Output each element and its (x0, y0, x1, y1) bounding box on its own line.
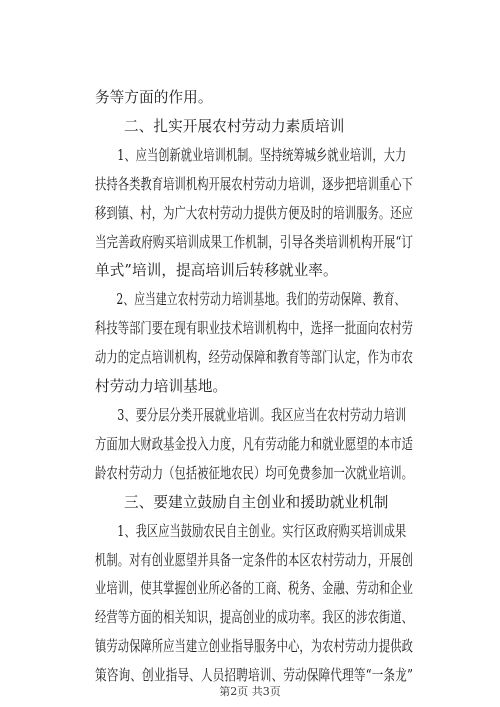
body-text (95, 84, 413, 691)
document-body (95, 84, 413, 691)
text-line: 单式”培训，提高培训后转移就业率。 (95, 262, 338, 280)
text-line: 务等方面的作用。 (95, 89, 213, 106)
text-line: 方面加大财政基金投入力度，凡有劳动能力和就业愿望的本市适 (95, 435, 413, 453)
page-number-footer: 第2页 共3页 (219, 685, 281, 698)
text-line: 机制。对有创业愿望并具备一定条件的本区农村劳动力，开展创 (95, 551, 413, 569)
text-line: 镇劳动保障所应当建立创业指导服务中心，为农村劳动力提供政 (95, 638, 413, 656)
text-line: 经营等方面的相关知识，提高创业的成功率。我区的涉农街道、 (95, 609, 413, 627)
section-heading: 三、要建立鼓励自主创业和援助就业机制 (124, 493, 389, 511)
text-line: 3、要分层分类开展就业培训。我区应当在农村劳动力培训 (117, 406, 407, 424)
text-line: 龄农村劳动力（包括被征地农民）均可免费参加一次就业培训。 (95, 464, 413, 482)
text-line: 当完善政府购买培训成果工作机制，引导各类培训机构开展“订 (95, 233, 413, 251)
text-line: 村劳动力培训基地。 (95, 378, 228, 396)
text-line: 2、应当建立农村劳动力培训基地。我们的劳动保障、教育、 (116, 291, 406, 309)
text-line: 动力的定点培训机构，经劳动保障和教育等部门认定，作为市农 (95, 349, 413, 367)
text-line: 1、我区应当鼓励农民自主创业。实行区政府购买培训成果 (117, 522, 407, 540)
text-line: 业培训，使其掌握创业所必备的工商、税务、金融、劳动和企业 (95, 580, 413, 598)
text-line: 科技等部门要在现有职业技术培训机构中，选择一批面向农村劳 (95, 320, 413, 338)
text-line: 1、应当创新就业培训机制。坚持统筹城乡就业培训，大力 (117, 146, 407, 164)
text-line: 扶持各类教育培训机构开展农村劳动力培训，逐步把培训重心下 (95, 175, 413, 193)
text-line: 移到镇、村，为广大农村劳动力提供方便及时的培训服务。还应 (95, 204, 413, 222)
text-line: 策咨询、创业指导、人员招聘培训、劳动保障代理等“一条龙” (95, 667, 413, 685)
section-heading: 二、扎实开展农村劳动力素质培训 (124, 117, 345, 135)
